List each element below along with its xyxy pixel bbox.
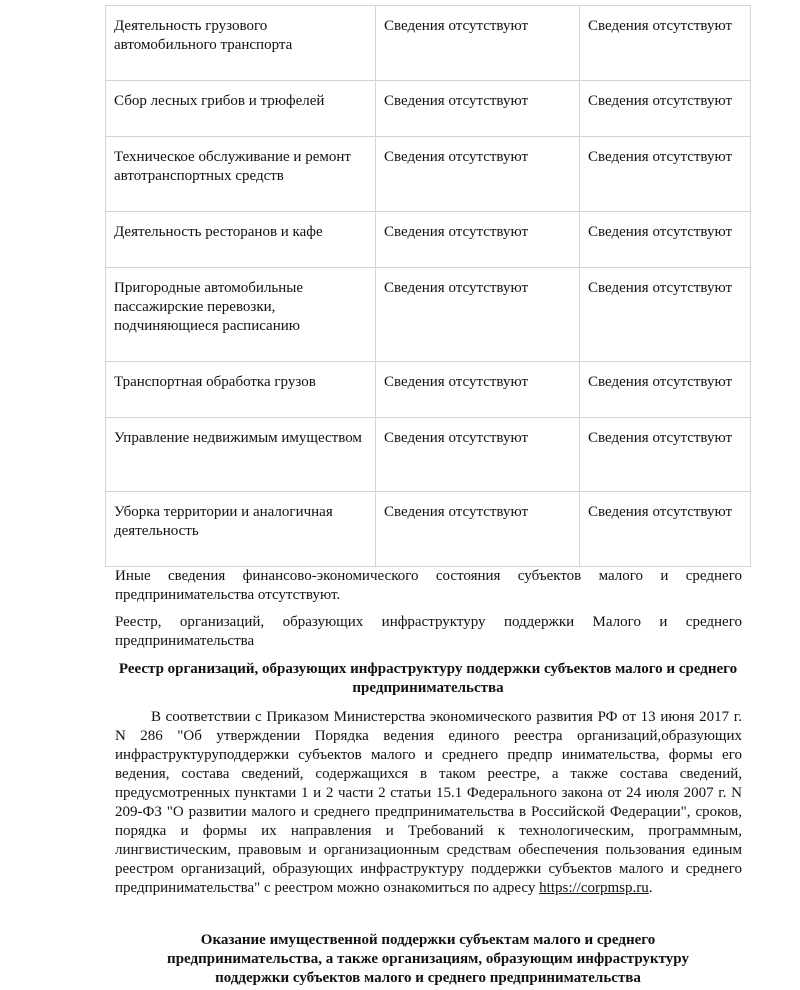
other-info-paragraph: Иные сведения финансово-экономического состояния субъектов малого и среднего предпринимательства отсутствуют. (115, 568, 742, 603)
info-cell: Сведения отсутствуют (580, 492, 751, 567)
registry-note-paragraph: Реестр, организаций, образующих инфраструктуру поддержки Малого и среднего предпринимательства (115, 614, 742, 649)
registry-body-paragraph (115, 708, 742, 898)
table-row (106, 6, 751, 81)
table-row (106, 268, 751, 362)
activity-cell: Уборка территории и аналогичная деятельность (106, 492, 376, 567)
info-cell: Сведения отсутствуют (376, 137, 580, 212)
activity-cell: Пригородные автомобильные пассажирские перевозки, подчиняющиеся расписанию (106, 268, 376, 362)
info-cell: Сведения отсутствуют (376, 268, 580, 362)
info-cell: Сведения отсутствуют (580, 6, 751, 81)
registry-heading: Реестр организаций, образующих инфраструктуру поддержки субъектов малого и среднего предпринимательства (118, 661, 738, 696)
registry-body-text: В соответствии с Приказом Министерства экономического развития РФ от 13 июня 2017 г. N 286 "Об утверждении Порядка ведения единого реестра организаций,образующих инфраструктуруподдержки субъектов малого и среднего предпр инимательства, формы его ведения, состава сведений, содержащихся в таком реестре, а также состава сведений, предусмотренных пунктами 1 и 2 части 2 статьи 15.1 Федерального закона от 24 июля 2007 г. N 209-ФЗ "О развитии малого и среднего предпринимательства в Российской Федерации", сроков, порядка и формы их направления и Требований к технологическим, программным, лингвистическим, правовым и организационным средствам обеспечения пользования единым реестром организаций, образующих инфраструктуру поддержки субъектов малого и среднего предпринимательства" с реестром можно ознакомиться по адресу (115, 709, 742, 896)
activity-cell: Деятельность ресторанов и кафе (106, 212, 376, 268)
table-row (106, 137, 751, 212)
info-cell: Сведения отсутствуют (376, 81, 580, 137)
table-row (106, 362, 751, 418)
registry-body-end: . (648, 880, 653, 896)
table-row (106, 212, 751, 268)
info-cell: Сведения отсутствуют (376, 492, 580, 567)
property-support-heading: Оказание имущественной поддержки субъектам малого и среднего предпринимательства, а также организациям, образующим инфраструктуру поддержки субъектов малого и среднего предпринимательства (167, 932, 689, 986)
info-cell: Сведения отсутствуют (580, 418, 751, 492)
info-cell: Сведения отсутствуют (376, 362, 580, 418)
activity-cell: Техническое обслуживание и ремонт автотранспортных средств (106, 137, 376, 212)
info-cell: Сведения отсутствуют (580, 212, 751, 268)
info-cell: Сведения отсутствуют (580, 81, 751, 137)
info-cell: Сведения отсутствуют (376, 418, 580, 492)
table-row (106, 492, 751, 567)
info-cell: Сведения отсутствуют (580, 268, 751, 362)
activities-table (105, 5, 751, 567)
info-cell: Сведения отсутствуют (580, 137, 751, 212)
corpmsp-link[interactable]: https://corpmsp.ru (539, 880, 649, 896)
activity-cell: Управление недвижимым имуществом (106, 418, 376, 492)
activity-cell: Деятельность грузового автомобильного транспорта (106, 6, 376, 81)
table-row (106, 418, 751, 492)
info-cell: Сведения отсутствуют (580, 362, 751, 418)
table-row (106, 81, 751, 137)
activity-cell: Транспортная обработка грузов (106, 362, 376, 418)
info-cell: Сведения отсутствуют (376, 212, 580, 268)
info-cell: Сведения отсутствуют (376, 6, 580, 81)
activity-cell: Сбор лесных грибов и трюфелей (106, 81, 376, 137)
